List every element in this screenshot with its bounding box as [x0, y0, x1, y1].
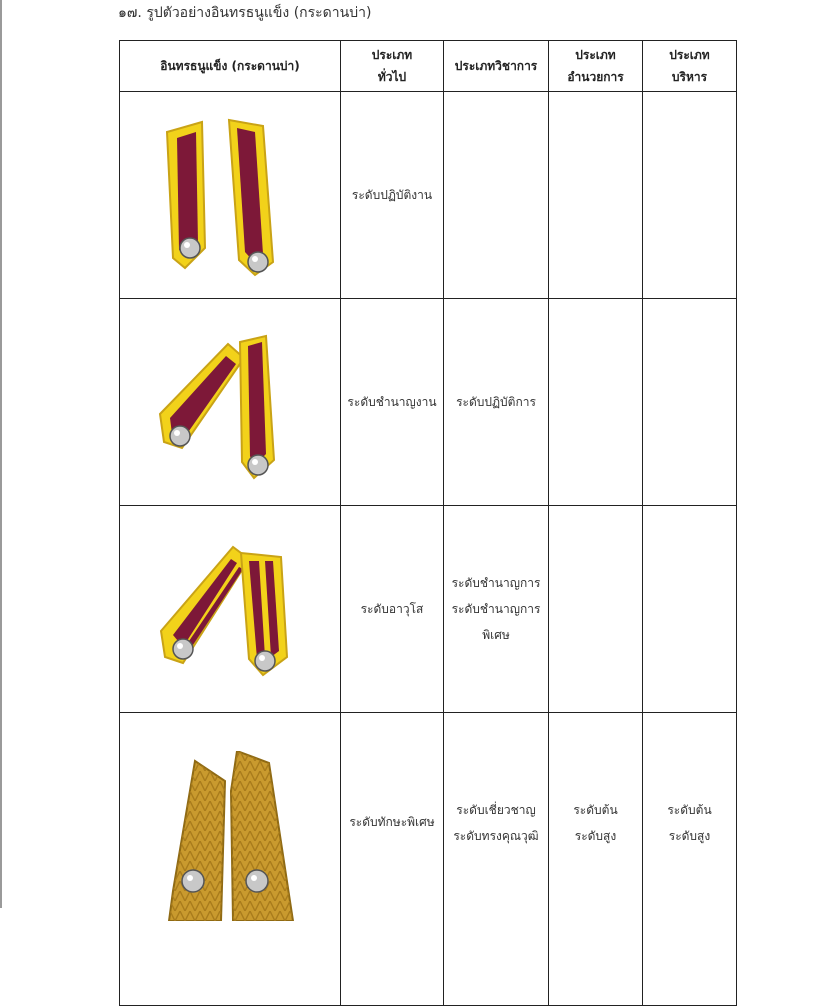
- table-row: [120, 506, 737, 713]
- page-title: ๑๗. รูปตัวอย่างอินทรธนูแข็ง (กระดานบ่า): [118, 5, 372, 21]
- table-header-row: [120, 41, 737, 92]
- header-general: ประเภท ทั่วไป: [341, 41, 444, 92]
- academic-rank-cell: [444, 92, 549, 299]
- epaulette-image-cell: [120, 92, 341, 299]
- executive-rank-cell: [643, 506, 737, 713]
- table-row: [120, 92, 737, 299]
- academic-rank-cell: ระดับชำนาญการ ระดับชำนาญการ พิเศษ: [444, 506, 549, 713]
- academic-rank-cell: ระดับปฏิบัติการ: [444, 299, 549, 506]
- header-epaulette: อินทรธนูแข็ง (กระดานบ่า): [120, 41, 341, 92]
- epaulette-image-cell: [120, 506, 341, 713]
- general-rank-cell: ระดับชำนาญงาน: [341, 299, 444, 506]
- epaulette-two-stripe-image: [150, 322, 310, 482]
- epaulette-one-stripe-image: [155, 110, 305, 280]
- table-row: [120, 713, 737, 1006]
- executive-rank-cell: [643, 299, 737, 506]
- director-rank-cell: [549, 92, 643, 299]
- epaulette-gold-embroidered-image: [165, 751, 295, 921]
- epaulette-three-stripe-image: [155, 539, 305, 679]
- page-left-border: [0, 0, 2, 908]
- header-director: ประเภท อำนวยการ: [549, 41, 643, 92]
- academic-rank-cell: ระดับเชี่ยวชาญ ระดับทรงคุณวุฒิ: [444, 713, 549, 1006]
- general-rank-cell: ระดับทักษะพิเศษ: [341, 713, 444, 1006]
- header-academic: ประเภทวิชาการ: [444, 41, 549, 92]
- general-rank-cell: ระดับอาวุโส: [341, 506, 444, 713]
- director-rank-cell: ระดับต้น ระดับสูง: [549, 713, 643, 1006]
- rank-insignia-table: [119, 40, 737, 1006]
- header-executive: ประเภท บริหาร: [643, 41, 737, 92]
- epaulette-image-cell: [120, 299, 341, 506]
- director-rank-cell: [549, 506, 643, 713]
- executive-rank-cell: [643, 92, 737, 299]
- general-rank-cell: ระดับปฏิบัติงาน: [341, 92, 444, 299]
- epaulette-image-cell: [120, 713, 341, 1006]
- table-row: [120, 299, 737, 506]
- executive-rank-cell: ระดับต้น ระดับสูง: [643, 713, 737, 1006]
- director-rank-cell: [549, 299, 643, 506]
